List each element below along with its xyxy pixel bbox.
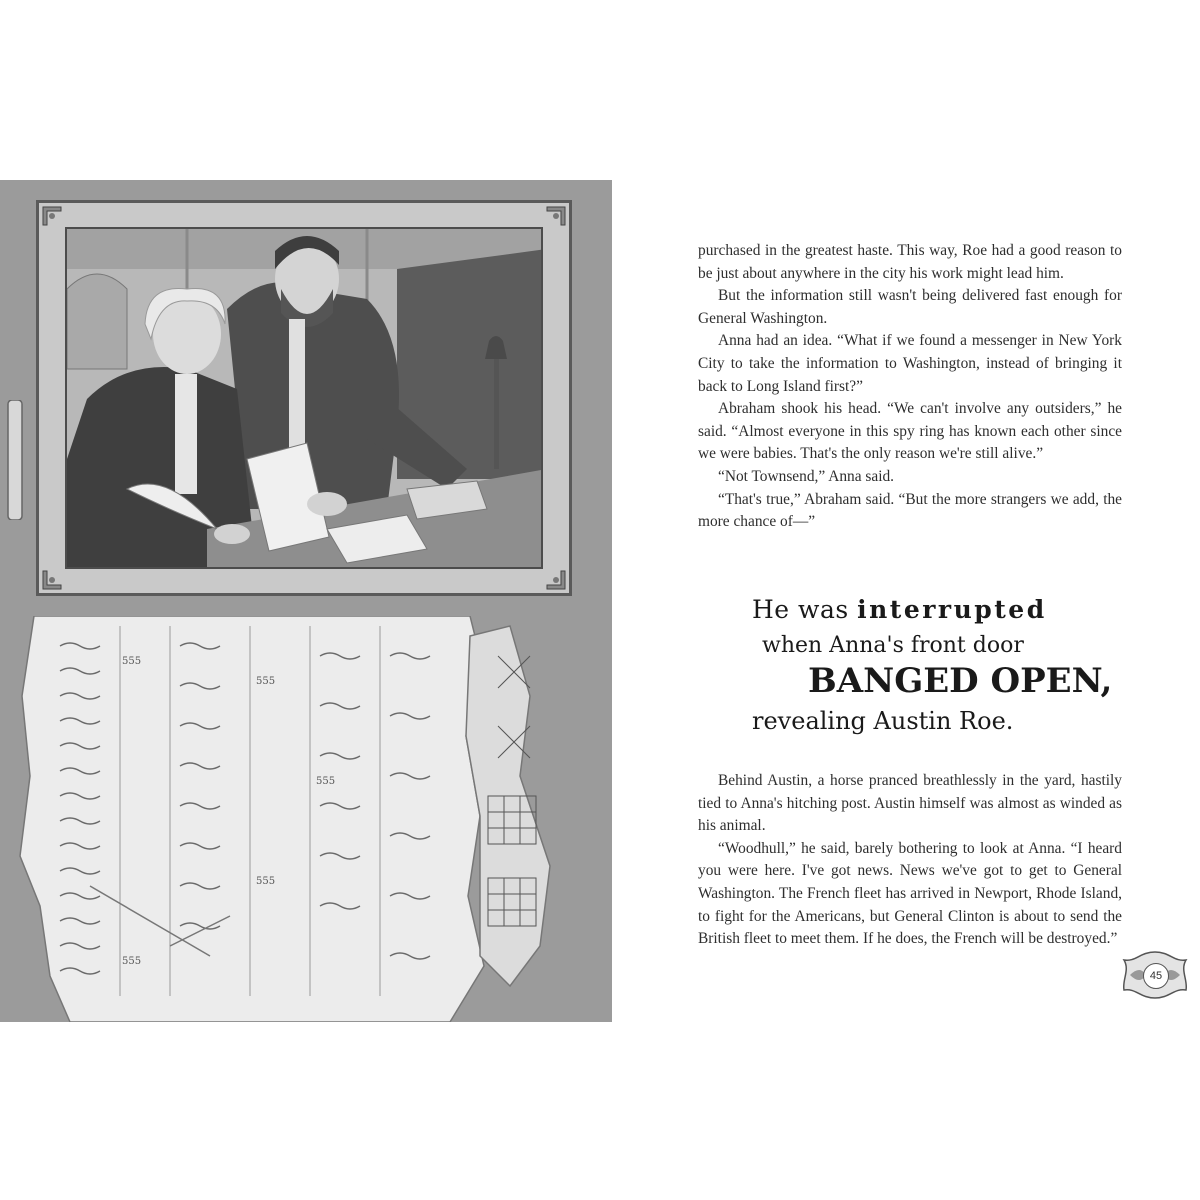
ledger-number: 555 bbox=[256, 676, 276, 687]
pull-quote-line bbox=[808, 661, 1112, 701]
frame-corner-ornament-icon bbox=[41, 569, 63, 591]
book-spread bbox=[0, 180, 1200, 1022]
paragraph: Behind Austin, a horse pranced breathlessly in the yard, hastily tied to Anna's hitching post. Austin himself was almost as winded as his animal. bbox=[698, 772, 1122, 835]
page-number-ornament bbox=[1120, 950, 1190, 1000]
pull-quote-line: revealing Austin Roe. bbox=[752, 707, 1014, 735]
frame-corner-ornament-icon bbox=[545, 569, 567, 591]
illustration-page bbox=[0, 180, 612, 1022]
paragraph: “Not Townsend,” Anna said. bbox=[718, 467, 895, 485]
paragraph: “Woodhull,” he said, barely bothering to look at Anna. “I heard you were here. I've got news. News we've got to get to General Washington. The French fleet has arrived in Newport, Rhode Island, to fight for the Americans, but General Clinton is about to send the British fleet to meet them. If he does, the French will be destroyed.” bbox=[698, 839, 1122, 948]
pull-quote bbox=[698, 595, 1122, 745]
two-men-at-desk-illustration-icon bbox=[67, 229, 543, 569]
pull-quote-text: He was bbox=[752, 595, 858, 624]
picture-frame bbox=[36, 200, 572, 596]
cipher-ledger bbox=[10, 616, 600, 1022]
paragraph: “That's true,” Abraham said. “But the more strangers we add, the more chance of—” bbox=[698, 490, 1122, 531]
ledger-number: 555 bbox=[122, 656, 142, 667]
pull-quote-emphasis: BANGED OPEN, bbox=[808, 661, 1113, 701]
ledger-number: 555 bbox=[122, 956, 142, 967]
pull-quote-emphasis: interrupted bbox=[857, 595, 1047, 624]
ledger-number: 555 bbox=[256, 876, 276, 887]
paragraph: Abraham shook his head. “We can't involve any outsiders,” he said. “Almost everyone in this spy ring has known each other since we were babies. That's the only reason we're still alive.” bbox=[698, 400, 1122, 463]
ledger-number: 555 bbox=[316, 776, 336, 787]
paragraph: purchased in the greatest haste. This way, Roe had a good reason to be just about anywhere in the city his work might lead him. bbox=[698, 242, 1122, 282]
illustration-scene bbox=[65, 227, 543, 569]
body-text-top bbox=[698, 240, 1122, 534]
page-number: 45 bbox=[1143, 963, 1169, 989]
text-page bbox=[612, 180, 1200, 1022]
clip-icon bbox=[6, 400, 26, 520]
paragraph: But the information still wasn't being delivered fast enough for General Washington. bbox=[698, 287, 1122, 327]
pull-quote-line bbox=[752, 595, 1047, 624]
pull-quote-line: when Anna's front door bbox=[762, 633, 1024, 658]
cipher-ledger-illustration-icon bbox=[10, 616, 600, 1022]
body-text-bottom bbox=[698, 770, 1122, 951]
paragraph: Anna had an idea. “What if we found a messenger in New York City to take the information to Washington, instead of bringing it back to Long Island first?” bbox=[698, 332, 1122, 395]
frame-corner-ornament-icon bbox=[41, 205, 63, 227]
frame-corner-ornament-icon bbox=[545, 205, 567, 227]
